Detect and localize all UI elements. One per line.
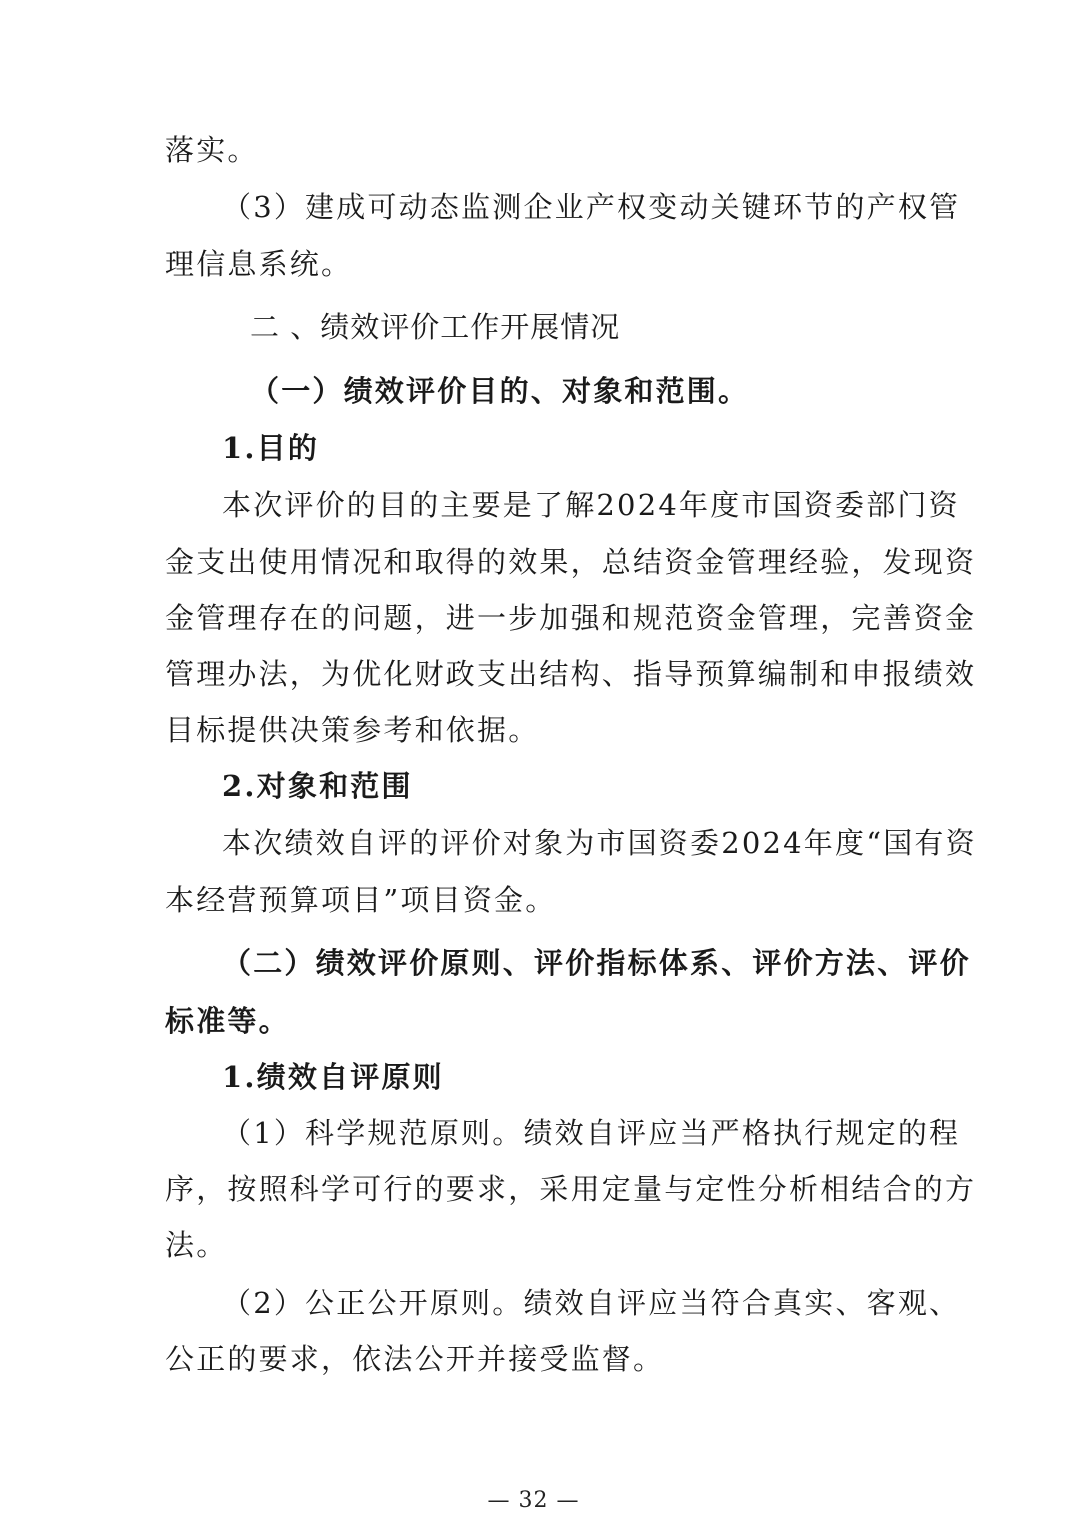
subsection-heading: （二）绩效评价原则、评价指标体系、评价方法、评价 xyxy=(222,946,971,980)
paragraph-line: 理信息系统。 xyxy=(165,247,353,281)
page-number: — 32 — xyxy=(487,1488,580,1513)
item-heading: 2.对象和范围 xyxy=(222,769,413,803)
item-heading: 1.绩效自评原则 xyxy=(222,1060,444,1094)
section-heading: 二 、绩效评价工作开展情况 xyxy=(250,310,621,344)
paragraph-line: 金支出使用情况和取得的效果，总结资金管理经验，发现资 xyxy=(165,545,977,579)
subsection-heading-cont: 标准等。 xyxy=(165,1004,290,1038)
paragraph-line: 公正的要求，依法公开并接受监督。 xyxy=(165,1342,665,1376)
paragraph-line: 金管理存在的问题，进一步加强和规范资金管理，完善资金 xyxy=(165,601,977,635)
paragraph-line: （2）公正公开原则。绩效自评应当符合真实、客观、 xyxy=(222,1286,961,1320)
item-heading: 1.目的 xyxy=(222,431,320,465)
paragraph-line: 序，按照科学可行的要求，采用定量与定性分析相结合的方 xyxy=(165,1172,977,1206)
paragraph-line: 管理办法，为优化财政支出结构、指导预算编制和申报绩效 xyxy=(165,657,977,691)
paragraph-line: （1）科学规范原则。绩效自评应当严格执行规定的程 xyxy=(222,1116,961,1150)
paragraph-line: 本经营预算项目”项目资金。 xyxy=(165,883,557,917)
paragraph-line: 法。 xyxy=(165,1228,228,1262)
paragraph-line: 本次绩效自评的评价对象为市国资委2024年度“国有资 xyxy=(222,826,977,860)
paragraph-line: 本次评价的目的主要是了解2024年度市国资委部门资 xyxy=(222,488,960,522)
paragraph-line: 落实。 xyxy=(165,133,259,167)
paragraph-line: 目标提供决策参考和依据。 xyxy=(165,713,540,747)
subsection-heading: （一）绩效评价目的、对象和范围。 xyxy=(250,374,750,408)
paragraph-line: （3）建成可动态监测企业产权变动关键环节的产权管 xyxy=(222,190,961,224)
